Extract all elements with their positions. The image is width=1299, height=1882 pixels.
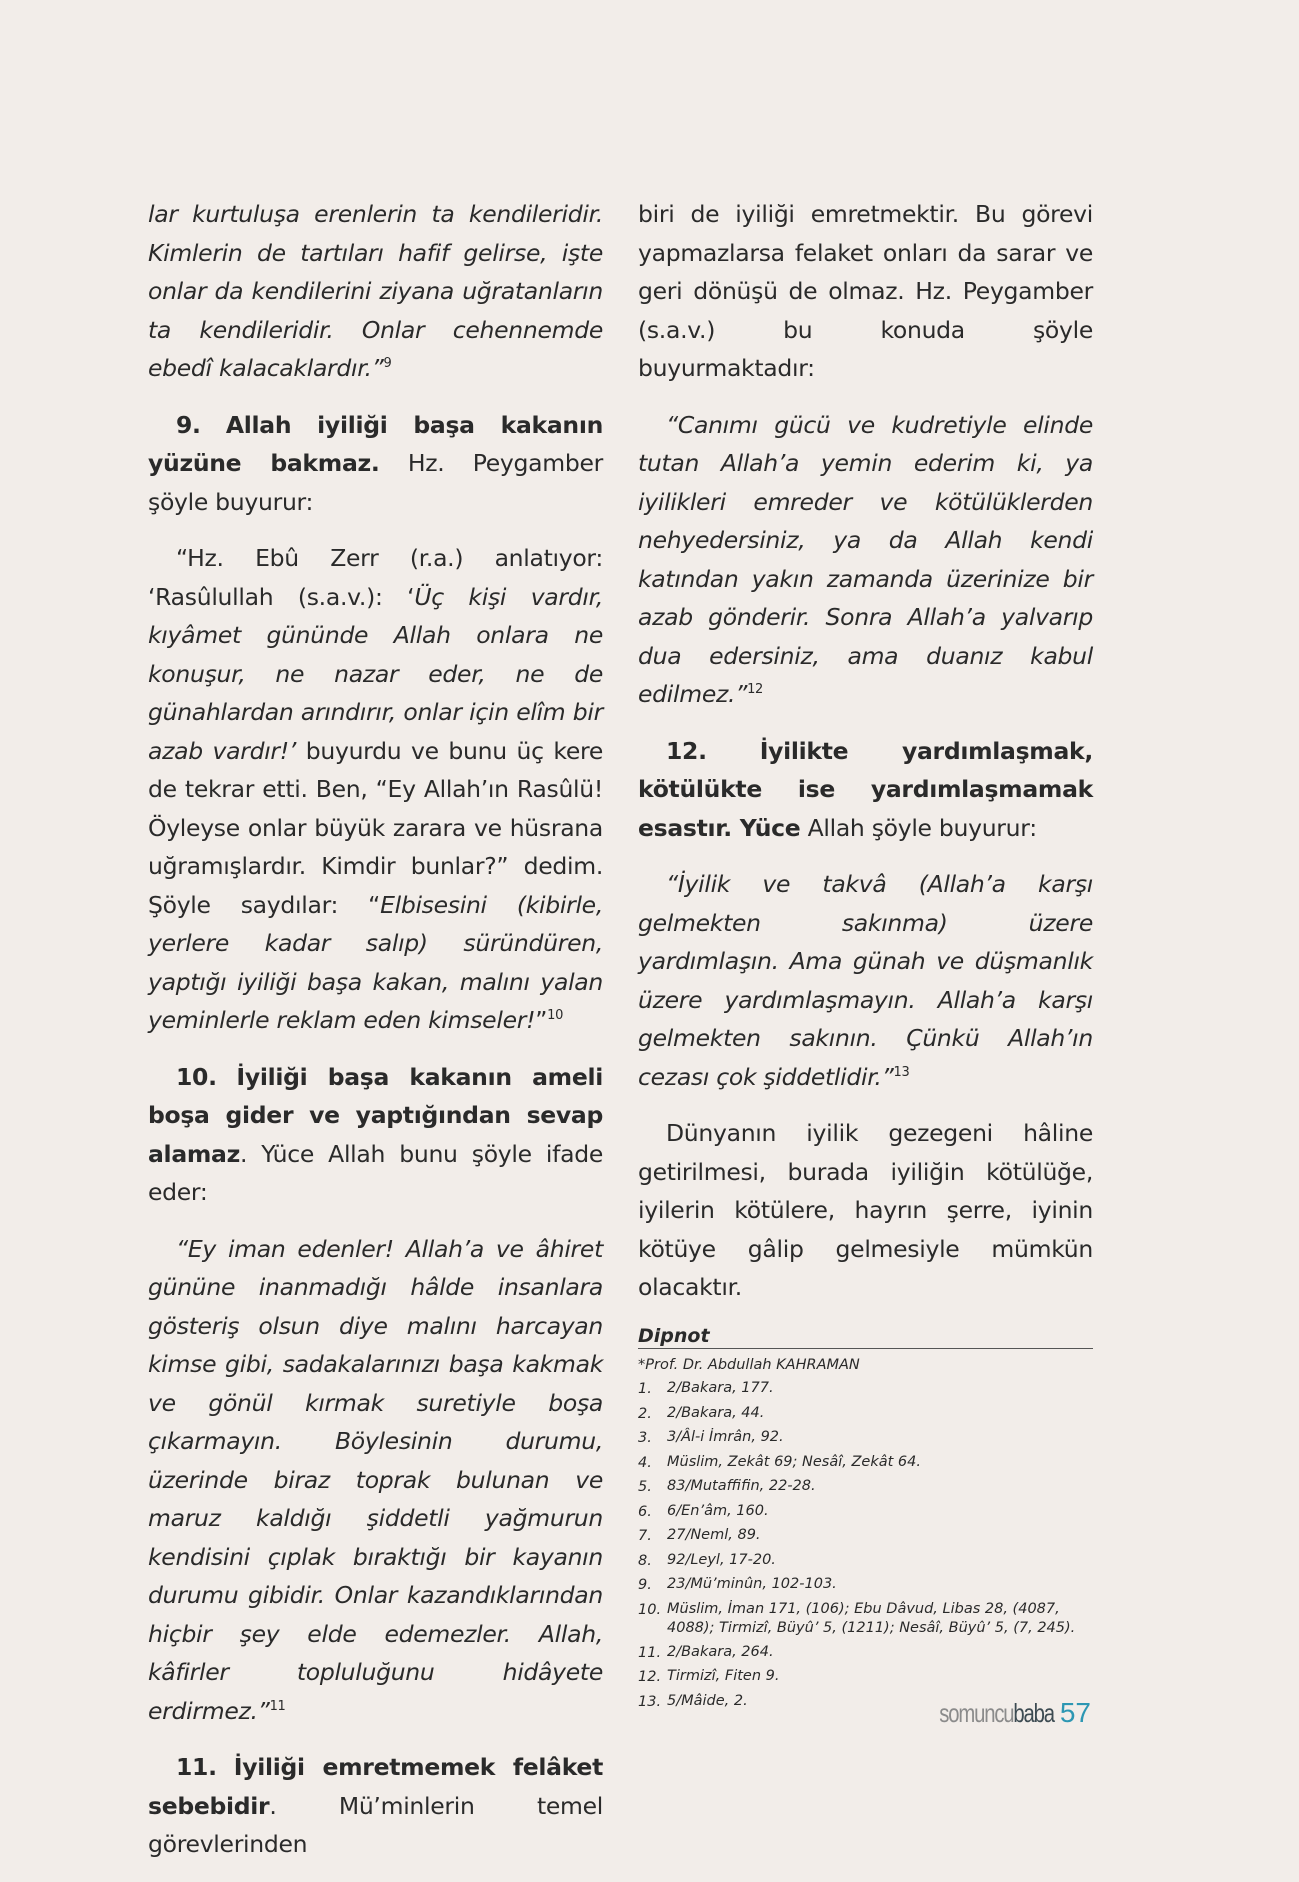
page-number: 57 <box>1059 1697 1091 1728</box>
footnote-text: 23/Mü’minûn, 102-103. <box>667 1576 837 1592</box>
footnote-author: *Prof. Dr. Abdullah KAHRAMAN <box>638 1356 860 1373</box>
footnote-ref: 12 <box>747 682 764 698</box>
footnote-number: 11. <box>638 1644 662 1661</box>
footnote-item <box>638 1500 1093 1525</box>
footnote-item <box>638 1402 1093 1427</box>
footnote-ref: 13 <box>893 1064 910 1080</box>
right-column <box>638 195 1093 1714</box>
verse-quote <box>148 1230 603 1731</box>
brand-logo <box>939 1698 1054 1729</box>
footnote-number: 5. <box>638 1479 652 1495</box>
footnote-ref: 10 <box>547 1008 564 1024</box>
section-12 <box>638 732 1093 848</box>
section-intro: . Mü’minlerin temel görevlerinden <box>148 1791 603 1858</box>
section-heading: İyiliği başa kakanın ameli boşa gider ve yaptığından sevap alamaz <box>148 1062 604 1168</box>
section-intro: Hz. Peygamber şöyle buyurur: <box>148 449 603 516</box>
footnote-item <box>638 1426 1093 1451</box>
closing-paragraph: Dünyanın iyilik gezegeni hâline getirilmesi, burada iyiliğin kötülüğe, iyilerin kötülere, hayrın şerre, iyinin kötüye gâlip gelmesiyle mümkün olacaktır. <box>638 1119 1093 1301</box>
section-10 <box>148 1058 603 1212</box>
footnote-text: 27/Neml, 89. <box>667 1527 761 1543</box>
page-footer <box>907 1697 1091 1729</box>
section-heading: İyilikte yardımlaşmak, kötülükte ise yardımlaşmamak esastır. Yüce <box>638 736 1094 842</box>
left-column <box>148 195 603 1882</box>
paragraph-continuation: biri de iyiliği emretmektir. Bu görevi yapmazlarsa felaket onları da sarar ve geri dönüşü de olmaz. Hz. Peygamber (s.a.v.) bu konuda şöyle buyurmaktadır: <box>638 200 1093 382</box>
footnote-text: 3/Âl-i İmrân, 92. <box>667 1429 784 1445</box>
paragraph-quote-continuation <box>148 195 603 388</box>
footnote-number: 9. <box>638 1577 652 1593</box>
hadith-quote <box>638 406 1093 714</box>
footnote-number: 6. <box>638 1503 652 1520</box>
section-heading: İyiliği emretmemek felâket sebebidir <box>148 1753 604 1820</box>
section-intro: Allah şöyle buyurur: <box>800 813 1037 842</box>
footnote-number: 12. <box>638 1669 662 1685</box>
footnote-number: 13. <box>638 1693 662 1710</box>
footnote-text: 2/Bakara, 44. <box>667 1404 765 1421</box>
quote-text-italic: Üç kişi vardır, kıyâmet gününde Allah onlara ne konuşur, ne nazar eder, ne de günahlardan arındırır, onlar için elîm bir azab vardır!’ <box>148 582 603 765</box>
quote-text: “Canımı gücü ve kudretiyle elinde tutan Allah’a yemin ederim ki, ya iyilikleri emreder ve kötülüklerden nehyedersiniz, ya da Allah kendi katından yakın zamanda üzerinize bir azab gönderir. Sonra Allah’a yalvarıp dua edersiniz, ama duanız kabul edilmez.” <box>638 410 1093 708</box>
quote-text: lar kurtuluşa erenlerin ta kendileridir. Kimlerin de tartıları hafif gelirse, işte onlar da kendilerini ziyana uğratanların ta kendileridir. Onlar cehennemde ebedî kalacaklardır.” <box>148 200 603 382</box>
section-number: 10. <box>176 1062 217 1091</box>
hadith-quote <box>148 539 603 1040</box>
footnote-text: 2/Bakara, 264. <box>667 1643 774 1660</box>
section-number: 12. <box>666 736 707 765</box>
footnote-number: 4. <box>638 1454 652 1471</box>
brand-logo-part: somuncu <box>939 1698 1014 1728</box>
quote-text-italic: Elbisesini (kibirle, yerlere kadar salıp) süründüren, yaptığı iyiliği başa kakan, malını yalan yeminlerle reklam eden kimseler! <box>148 890 604 1034</box>
section-heading: Allah iyiliği başa kakanın yüzüne bakmaz. <box>148 410 604 477</box>
section-9 <box>148 406 603 522</box>
quote-text: “Hz. Ebû Zerr (r.a.) anlatıyor: ‘Rasûlullah (s.a.v.): ‘ <box>148 544 603 611</box>
footnotes-title: Dipnot <box>638 1325 1093 1349</box>
quote-text: “İyilik ve takvâ (Allah’a karşı gelmekten sakınma) üzere yardımlaşın. Ama günah ve düşmanlık üzere yardımlaşmayın. Allah’a karşı gelmekten sakının. Çünkü Allah’ın cezası çok şiddetlidir.” <box>638 870 1093 1091</box>
section-intro: . Yüce Allah bunu şöyle ifade eder: <box>148 1139 603 1206</box>
footnote-item <box>638 1377 1093 1402</box>
footnote-number: 7. <box>638 1528 652 1544</box>
section-number: 11. <box>176 1753 217 1781</box>
footnote-item <box>638 1598 1093 1641</box>
footnote-text: 83/Mutaffifin, 22-28. <box>667 1478 816 1494</box>
footnote-number: 2. <box>638 1405 652 1422</box>
footnote-text: 92/Leyl, 17-20. <box>667 1551 776 1568</box>
verse-quote <box>638 865 1093 1096</box>
footnotes <box>638 1325 1093 1715</box>
footnote-text: 2/Bakara, 177. <box>667 1380 774 1396</box>
quote-text: buyurdu ve bunu üç kere de tekrar etti. Ben, “Ey Allah’ın Rasûlü! Öyleyse onlar büyük zarara ve hüsrana uğramışlardır. Kimdir bunlar?” dedim. Şöyle saydılar: “ <box>148 736 604 919</box>
brand-logo-part: baba <box>1013 1698 1054 1728</box>
footnote-item <box>638 1573 1093 1598</box>
footnote-text: 5/Mâide, 2. <box>667 1692 748 1709</box>
footnote-list <box>638 1377 1093 1714</box>
footnote-text: 6/En’âm, 160. <box>667 1502 769 1519</box>
footnote-ref: 9 <box>383 356 392 372</box>
quote-close: ” <box>535 1006 548 1034</box>
footnote-number: 3. <box>638 1430 652 1446</box>
footnote-ref: 11 <box>269 1698 286 1714</box>
footnote-item <box>638 1451 1093 1476</box>
footnote-text: Tirmizî, Fiten 9. <box>667 1668 780 1684</box>
footnote-number: 1. <box>638 1381 652 1397</box>
section-number: 9. <box>176 410 201 439</box>
footnote-text: Müslim, İman 171, (106); Ebu Dâvud, Libas 28, (4087, 4088); Tirmizî, Büyû’ 5, (1211); Nesâî, Büyû’ 5, (7, 245). <box>667 1600 1076 1636</box>
quote-text: “Ey iman edenler! Allah’a ve âhiret gününe inanmadığı hâlde insanlara gösteriş olsun diye malını harcayan kimse gibi, sadakalarınızı başa kakmak ve gönül kırmak suretiyle boşa çıkarmayın. Böylesinin durumu, üzerinde biraz toprak bulunan ve maruz kaldığı şiddetli yağmurun kendisini çıplak bıraktığı bir kayanın durumu gibidir. Onlar kazandıklarından hiçbir şey elde edemezler. Allah, kâfirler topluluğunu hidâyete erdirmez.” <box>148 1234 603 1725</box>
section-11 <box>148 1748 603 1864</box>
footnote-item <box>638 1665 1093 1690</box>
footnote-item <box>638 1549 1093 1574</box>
footnote-item <box>638 1641 1093 1666</box>
footnote-item <box>638 1524 1093 1549</box>
footnote-number: 8. <box>638 1552 652 1569</box>
footnote-number: 10. <box>638 1601 662 1618</box>
footnote-item <box>638 1475 1093 1500</box>
footnote-text: Müslim, Zekât 69; Nesâî, Zekât 64. <box>667 1453 921 1470</box>
